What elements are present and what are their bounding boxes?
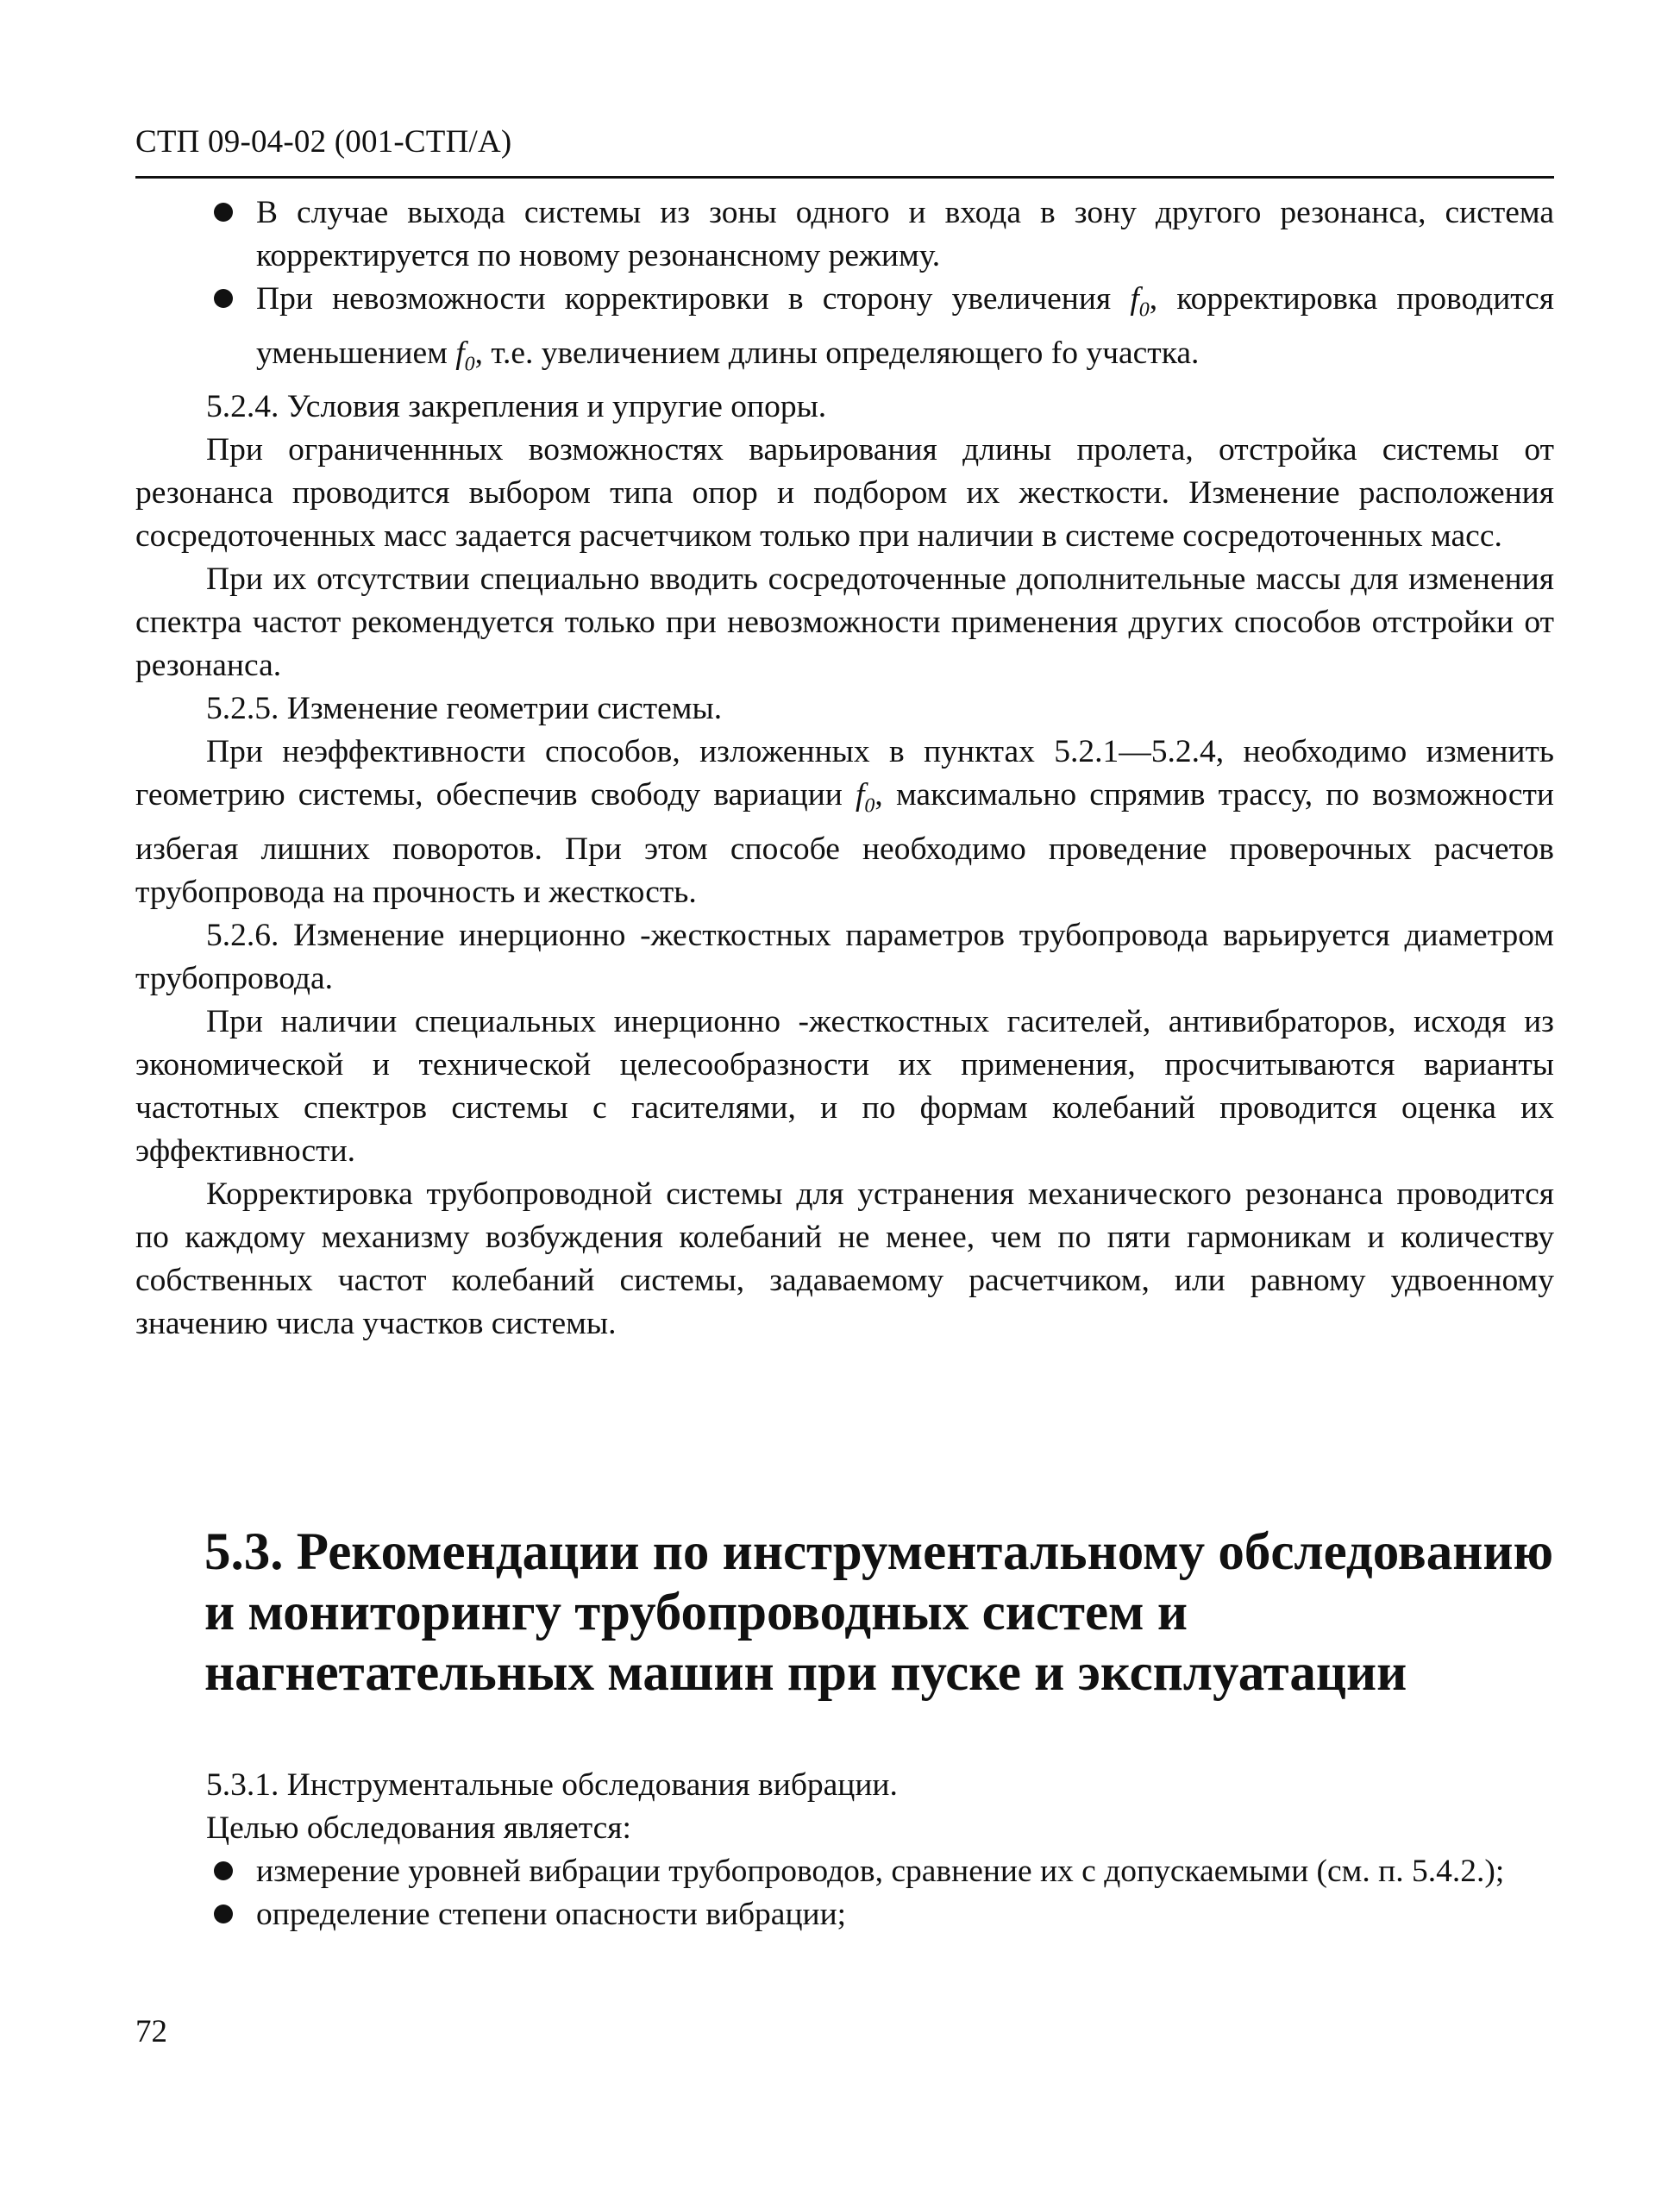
bullet-icon: [214, 203, 233, 222]
symbol-f0: $f_0$: [856, 777, 875, 818]
bullet-item: [135, 278, 1554, 386]
section-heading: 5.3. Рекомендации по инструментальному обследованию и мониторингу трубопроводных систем и нагнетательных машин при пуске и эксплуатации: [204, 1523, 1554, 1702]
bullet-text: измерение уровней вибрации трубопроводов, сравнение их с допускаемыми (см. п. 5.4.2.);: [256, 1854, 1505, 1889]
paragraph: При ограниченнных возможностях варьирования длины пролета, отстройка системы от резонанса проводится выбором типа опор и подбором их жесткости. Изменение расположения сосредоточенных масс задается расчетчиком только при наличии в системе сосредоточенных масс.: [135, 432, 1554, 554]
clause-5-2-5: 5.2.5. Изменение геометрии системы.: [206, 691, 723, 726]
body-top: [135, 191, 1554, 1346]
header-rule: [135, 176, 1554, 179]
bullet-text-post: , т.е. увеличением длины определяющего fo участка.: [474, 335, 1200, 371]
bullet-icon: [214, 1861, 233, 1880]
bullet-item: [135, 1850, 1554, 1893]
paragraph: Целью обследования является:: [206, 1810, 631, 1846]
symbol-f0: $f_0$: [1130, 281, 1150, 322]
bullet-item: [135, 1893, 1554, 1936]
paragraph: Корректировка трубопроводной системы для устранения механического резонанса проводится по каждому механизму возбуждения колебаний не менее, чем по пяти гармоникам и количеству собственных частот колебаний системы, задаваемому расчетчиком, или равному удвоенному значению числа участков системы.: [135, 1176, 1554, 1341]
clause-5-3-1: 5.3.1. Инструментальные обследования вибрации.: [206, 1767, 898, 1803]
bullet-text: В случае выхода системы из зоны одного и входа в зону другого резонанса, система корректируется по новому резонансному режиму.: [256, 195, 1554, 273]
page-number: 72: [135, 2014, 167, 2049]
paragraph: При неэффективности способов, изложенных в пунктах 5.2.1—5.2.4, необходимо изменить геометрию системы, обеспечив свободу вариации $f_0$, максимально спрямив трассу, по возможности избегая лишних поворотов. При этом способе необходимо проведение проверочных расчетов трубопровода на прочность и жесткость.: [135, 734, 1554, 910]
paragraph: При их отсутствии специально вводить сосредоточенные дополнительные массы для изменения спектра частот рекомендуется только при невозможности применения других способов отстройки от резонанса.: [135, 562, 1554, 683]
running-head: СТП 09-04-02 (001-СТП/А): [135, 124, 512, 160]
paragraph: При наличии специальных инерционно -жесткостных гасителей, антивибраторов, исходя из экономической и технической целесообразности их применения, просчитываются варианты частотных спектров системы с гасителями, и по формам колебаний проводится оценка их эффективности.: [135, 1003, 1554, 1169]
bullet-icon: [214, 289, 233, 308]
clause-5-2-6: 5.2.6. Изменение инерционно -жесткостных параметров трубопровода варьируется диаметром трубопровода.: [135, 917, 1554, 996]
bullet-text-mid: , корректировка проводится уменьшением: [256, 281, 1555, 371]
symbol-f0: $f_0$: [455, 335, 475, 375]
bullet-icon: [214, 1904, 233, 1923]
body-bottom: [135, 1764, 1554, 1936]
clause-5-2-4: 5.2.4. Условия закрепления и упругие опоры.: [206, 389, 827, 424]
bullet-text: определение степени опасности вибрации;: [256, 1897, 847, 1932]
bullet-item: [135, 191, 1554, 278]
bullet-text-pre: При невозможности корректировки в сторону увеличения: [256, 281, 1131, 317]
